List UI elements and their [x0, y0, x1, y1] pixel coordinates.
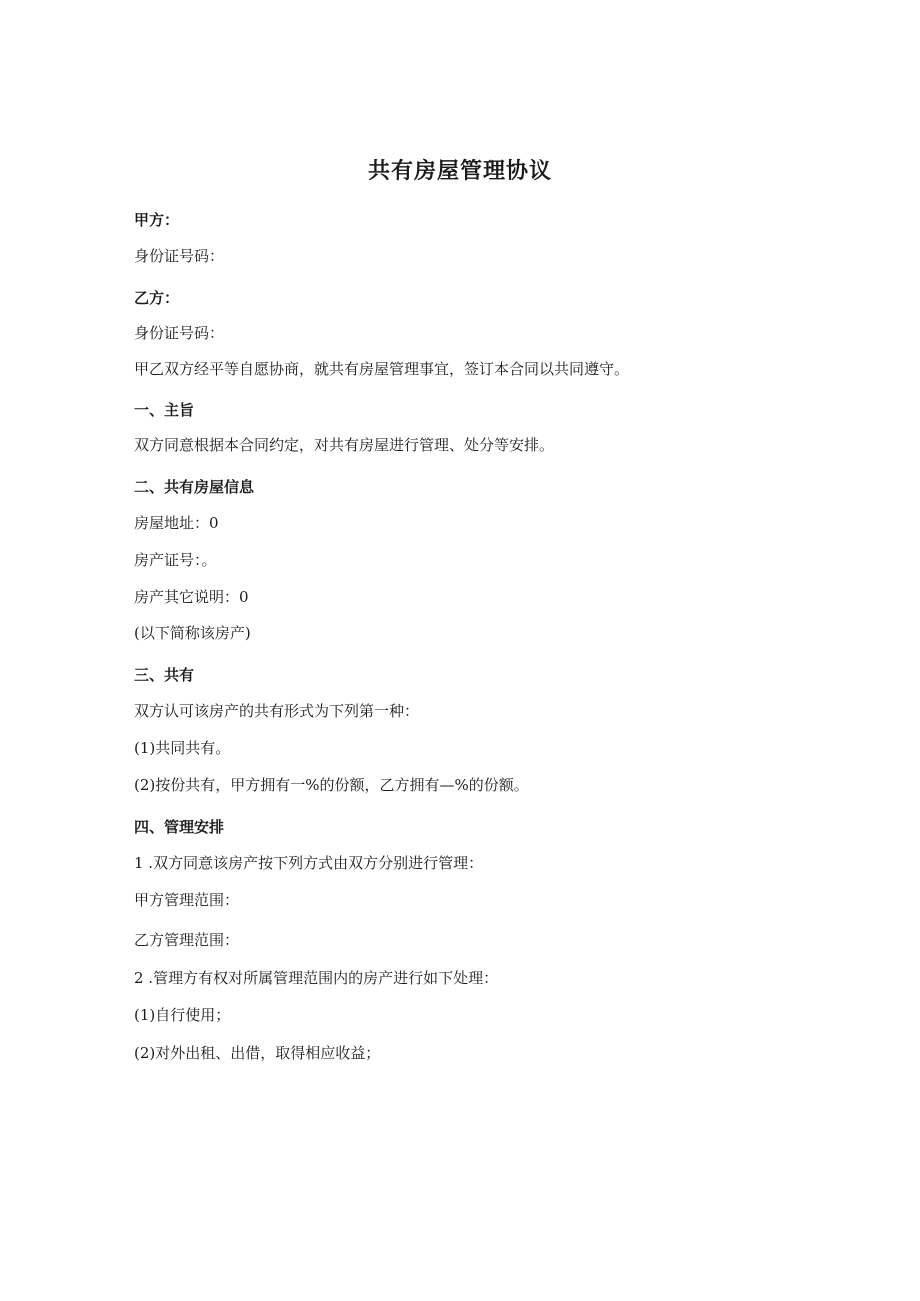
section-heading-co-ownership: 三、共有: [134, 666, 195, 684]
section-line: 双方认可该房产的共有形式为下列第一种：: [134, 702, 420, 720]
section-heading-management: 四、管理安排: [134, 818, 225, 836]
party-a-id-label: 身份证号码：: [134, 247, 225, 265]
section-line: 双方同意根据本合同约定，对共有房屋进行管理、处分等安排。: [134, 436, 555, 454]
section-heading-property-info: 二、共有房屋信息: [134, 478, 255, 496]
party-b-id-label: 身份证号码：: [134, 324, 225, 342]
section-line: 2 .管理方有权对所属管理范围内的房产进行如下处理：: [134, 969, 499, 987]
property-alias-line: (以下简称该房产): [134, 624, 251, 642]
party-a-scope-line: 甲方管理范围：: [134, 891, 240, 909]
section-line: (2)按份共有，甲方拥有一%的份额，乙方拥有—%的份额。: [134, 776, 529, 794]
party-b-scope-line: 乙方管理范围：: [134, 931, 240, 949]
intro-paragraph: 甲乙双方经平等自愿协商，就共有房屋管理事宜，签订本合同以共同遵守。: [134, 360, 630, 378]
section-line: 1 .双方同意该房产按下列方式由双方分别进行管理：: [134, 854, 484, 872]
property-notes-line: 房产其它说明：0: [134, 588, 249, 606]
section-line: (1)自行使用；: [134, 1006, 231, 1024]
section-line: (1)共同共有。: [134, 739, 231, 757]
property-certificate-line: 房产证号：。: [134, 551, 217, 569]
party-b-label: 乙方：: [134, 289, 180, 307]
document-title: 共有房屋管理协议: [367, 159, 552, 184]
section-heading-purpose: 一、主旨: [134, 401, 195, 419]
section-line: (2)对外出租、出借，取得相应收益；: [134, 1044, 381, 1062]
property-address-line: 房屋地址：0: [134, 514, 219, 532]
party-a-label: 甲方：: [134, 211, 180, 229]
